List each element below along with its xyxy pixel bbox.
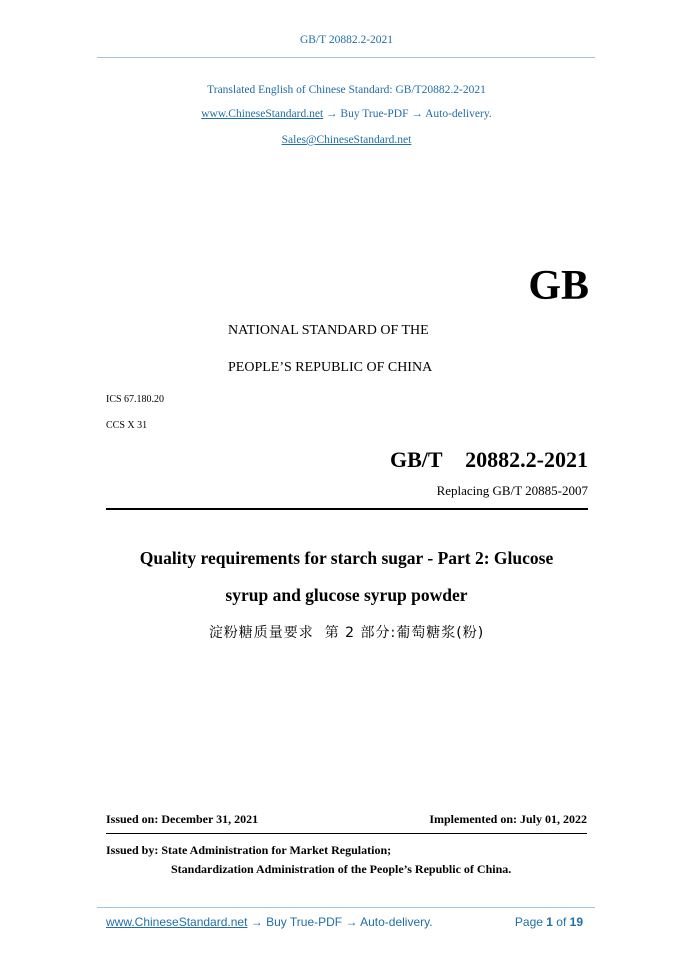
running-header-title: GB/T 20882.2-2021 [299,34,394,46]
sales-email-link[interactable]: Sales@ChineseStandard.net [281,134,412,146]
implemented-on-date: Implemented on: July 01, 2022 [429,812,587,826]
translation-notice: Translated English of Chinese Standard: GB/T20882.2-2021 [207,84,486,96]
page-total: 19 [569,915,583,929]
standard-number: GB/T 20882.2-2021 [389,447,588,472]
issuing-authorities [106,841,511,879]
title-divider [106,508,588,510]
issued-by-line2: Standardization Administration of the People’s Republic of China. [171,862,512,876]
footer-divider [97,907,595,908]
sales-email-line [0,134,693,146]
document-title-line2: syrup and glucose syrup powder [225,585,468,605]
page-current: 1 [546,915,553,929]
footer-promo-text: → Buy True-PDF → Auto-delivery. [247,915,433,929]
page-of: of [552,915,570,929]
ics-code: ICS 67.180.20 [106,394,165,405]
replacing-standard: Replacing GB/T 20885-2007 [436,483,588,498]
ccs-code: CCS X 31 [106,420,148,431]
chinesestandard-site-link[interactable]: www.ChineseStandard.net [201,108,324,120]
issued-on-date: Issued on: December 31, 2021 [106,812,259,826]
document-title-line1: Quality requirements for starch sugar - Part 2: Glucose [139,548,554,568]
promo-line [0,108,693,120]
national-standard-line1: NATIONAL STANDARD OF THE [228,323,429,338]
page-indicator [515,915,583,929]
national-standard-line2: PEOPLE’S REPUBLIC OF CHINA [228,360,433,375]
footer-site-link[interactable]: www.ChineseStandard.net [106,915,248,929]
promo-text: → Buy True-PDF → Auto-delivery. [323,108,492,120]
page-label: Page [514,915,547,929]
header-divider [97,57,595,58]
dates-divider [106,833,587,834]
issued-by-line1: Issued by: State Administration for Market Regulation; [106,843,392,857]
gb-mark: GB [528,263,589,309]
footer-promo [106,915,433,929]
document-title-chinese: 淀粉糖质量要求 第 2 部分:葡萄糖浆(粉) [208,625,485,641]
